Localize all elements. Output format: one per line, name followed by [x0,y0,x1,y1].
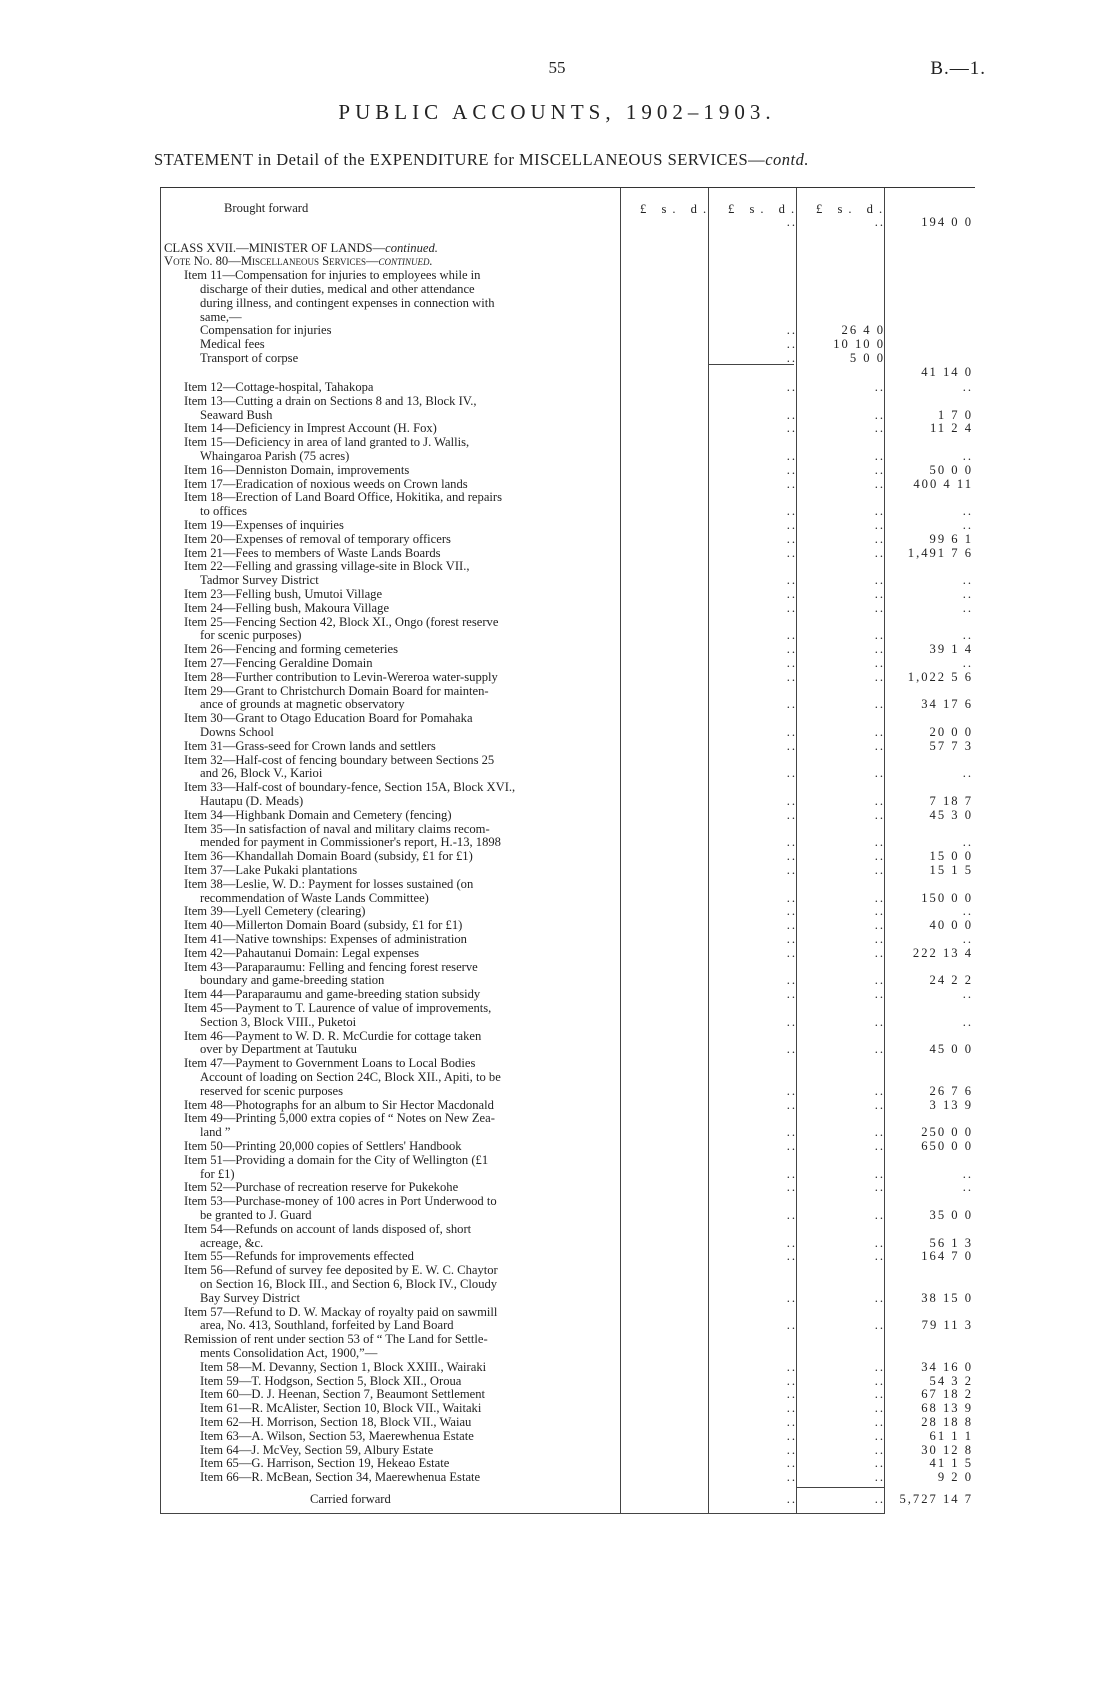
amount-c4: .. [786,973,797,988]
amount-c4: .. [786,1180,797,1195]
item-line: Item 44—Paraparaumu and game-breeding station subsidy [184,987,481,1002]
amount-c5: .. [874,1166,885,1181]
remission-item: Item 61—R. McAlister, Section 10, Block VII., Waitaki [200,1401,482,1416]
item-line: Item 36—Khandallah Domain Board (subsidy, £1 for £1) [184,849,473,864]
item-line: Tadmor Survey District [200,573,319,588]
amount-c6: 50 0 0 [929,462,973,477]
remission-item: Item 58—M. Devanny, Section 1, Block XXIII., Wairaki [200,1359,487,1374]
amount-c4: .. [786,669,797,684]
remission-item: Item 60—D. J. Heenan, Section 7, Beaumont Settlement [200,1387,486,1402]
item-line: Item 17—Eradication of noxious weeds on Crown lands [184,476,468,491]
item-line: reserved for scenic purposes [200,1083,344,1098]
column-header-1: £ s. d. [640,202,713,216]
amount-c4: .. [786,738,797,753]
amount-c6: 79 11 3 [921,1318,973,1333]
item-line: Downs School [200,724,274,739]
amount-c5: .. [874,448,885,463]
amount-c6: .. [962,1180,973,1195]
amount-c5: .. [874,421,885,436]
amount-c4: .. [786,1428,797,1443]
amount-c4: .. [786,337,797,352]
item-line: Item 53—Purchase-money of 100 acres in Port Underwood to [184,1194,497,1209]
item-line: Item 29—Grant to Christchurch Domain Board for mainten- [184,683,489,698]
amount-c5: .. [874,724,885,739]
amount-c4: .. [786,1290,797,1305]
amount-c4: .. [786,835,797,850]
amount-c6: 61 1 1 [929,1428,973,1443]
amount-c6: 30 12 8 [921,1442,973,1457]
amount-c5: .. [874,476,885,491]
amount-c6: 9 2 0 [937,1470,973,1485]
remission-item: Item 66—R. McBean, Section 34, Maerewhenua Estate [200,1470,481,1485]
amount-c5: .. [874,1180,885,1195]
amount-c5: .. [874,1456,885,1471]
amount-c5: .. [874,545,885,560]
item-11-line: Item 11—Compensation for injuries to employees while in [184,268,481,283]
amount-c5: .. [874,904,885,919]
amount-c4: .. [786,655,797,670]
amount-c5: .. [874,766,885,781]
item-11-line: during illness, and contingent expenses in connection with [200,295,495,310]
item-line: Item 38—Leslie, W. D.: Payment for losses sustained (on [184,876,474,891]
amount-c6: 15 1 5 [929,862,973,877]
amount-c5: .. [874,697,885,712]
amount-c6: .. [962,655,973,670]
amount-c6: 650 0 0 [921,1138,973,1153]
carried-forward-c5: .. [874,1492,885,1507]
remission-item: Item 63—A. Wilson, Section 53, Maerewhenua Estate [200,1428,474,1443]
item-line: Bay Survey District [200,1290,301,1305]
item-line: Item 30—Grant to Otago Education Board for Pomahaka [184,711,473,726]
amount-c5: 26 4 0 [841,323,885,338]
item-11-subitem: Compensation for injuries [200,323,332,338]
amount-c4: .. [786,890,797,905]
amount-c4: .. [786,1042,797,1057]
amount-c4: .. [786,1414,797,1429]
amount-c4: .. [786,987,797,1002]
item-line: boundary and game-breeding station [200,973,385,988]
amount-c4: .. [786,904,797,919]
amount-c6: 56 1 3 [929,1235,973,1250]
amount-c4: .. [786,793,797,808]
vote-heading-cont: continued. [378,254,433,269]
amount-c5: .. [874,1235,885,1250]
amount-c5: .. [874,918,885,933]
item-line: Item 35—In satisfaction of naval and military claims recom- [184,821,490,836]
amount-c4: .. [786,545,797,560]
amount-c4: .. [786,862,797,877]
amount-c4: .. [786,1138,797,1153]
amount-c6: 45 0 0 [929,1042,973,1057]
item-line: Item 46—Payment to W. D. R. McCurdie for cottage taken [184,1028,482,1043]
amount-c6: 35 0 0 [929,1207,973,1222]
amount-c6: .. [962,628,973,643]
amount-c4: .. [786,586,797,601]
amount-c4: .. [786,504,797,519]
item-line: Seaward Bush [200,407,273,422]
column-divider-1 [620,188,621,1514]
amount-c6: 7 18 7 [929,793,973,808]
item-line: recommendation of Waste Lands Committee) [200,890,429,905]
amount-c4: .. [786,1235,797,1250]
amount-c4: .. [786,945,797,960]
remission-heading: Remission of rent under section 53 of “ The Land for Settle- [184,1332,488,1347]
item-line: mended for payment in Commissioner's report, H.-13, 1898 [200,835,501,850]
amount-c4: .. [786,351,797,365]
amount-c4: .. [786,1373,797,1388]
amount-c6: 1,022 5 6 [907,669,973,684]
amount-c6: .. [962,517,973,532]
amount-c4: .. [786,517,797,532]
amount-c6: .. [962,766,973,781]
amount-c4: .. [786,1401,797,1416]
amount-c5: .. [874,655,885,670]
amount-c4: .. [786,1387,797,1402]
item-line: Item 45—Payment to T. Laurence of value of improvements, [184,1000,492,1015]
item-line: Item 51—Providing a domain for the City of Wellington (£1 [184,1152,489,1167]
item-line: Item 19—Expenses of inquiries [184,517,344,532]
amount-c4: .. [786,531,797,546]
amount-c5: .. [874,945,885,960]
amount-c4: .. [786,1442,797,1457]
amount-c6: 40 0 0 [929,918,973,933]
item-line: Item 21—Fees to members of Waste Lands Boards [184,545,441,560]
amount-c4: .. [786,476,797,491]
table-border-left [160,188,161,1514]
amount-c5: .. [874,973,885,988]
carried-forward-c4: .. [786,1492,797,1507]
column-header-3: £ s. d. [816,202,889,216]
amount-c5: .. [874,407,885,422]
item-line: Item 31—Grass-seed for Crown lands and settlers [184,738,436,753]
amount-c6: 250 0 0 [921,1125,973,1140]
item-line: Account of loading on Section 24C, Block XII., Apiti, to be [200,1069,501,1084]
item-line: Item 41—Native townships: Expenses of administration [184,931,467,946]
vote-heading-main: Vote No. 80—Miscellaneous Services— [164,254,379,269]
amount-c5: .. [874,1442,885,1457]
item-line: for scenic purposes) [200,628,302,643]
total-rule [796,1487,884,1488]
amount-c6: 39 1 4 [929,642,973,657]
amount-c5: .. [874,1207,885,1222]
amount-c4: .. [786,1456,797,1471]
amount-c5: .. [874,1290,885,1305]
item-line: Item 18—Erection of Land Board Office, Hokitika, and repairs [184,490,503,505]
item-line: Item 39—Lyell Cemetery (clearing) [184,904,366,919]
item-line: Item 43—Paraparaumu: Felling and fencing forest reserve [184,959,478,974]
amount-c5: .. [874,573,885,588]
amount-c4: .. [786,1359,797,1374]
amount-c6: 67 18 2 [921,1387,973,1402]
item-line: Item 12—Cottage-hospital, Tahakopa [184,379,374,394]
item-line: Item 54—Refunds on account of lands disposed of, short [184,1221,472,1236]
amount-c6: .. [962,573,973,588]
amount-c4: .. [786,766,797,781]
amount-c4: .. [786,918,797,933]
amount-c6: .. [962,931,973,946]
item-11-line: same,— [200,309,242,324]
item-line: Item 42—Pahautanui Domain: Legal expenses [184,945,420,960]
carried-forward-c6: 5,727 14 7 [899,1492,973,1507]
amount-c6: .. [962,586,973,601]
amount-c6: .. [962,600,973,615]
item-line: on Section 16, Block III., and Section 6, Block IV., Cloudy [200,1276,498,1291]
amount-c4: .. [786,807,797,822]
amount-c5: .. [874,931,885,946]
amount-c6: 26 7 6 [929,1083,973,1098]
item-line: over by Department at Tautuku [200,1042,357,1057]
item-11-subitem: Transport of corpse [200,351,299,365]
amount-c5: .. [874,1373,885,1388]
item-line: Item 57—Refund to D. W. Mackay of royalty paid on sawmill [184,1304,498,1319]
amount-c6: 68 13 9 [921,1401,973,1416]
amount-c6: 41 1 5 [929,1456,973,1471]
amount-c5: .. [874,1249,885,1264]
amount-c6: 20 0 0 [929,724,973,739]
item-line: be granted to J. Guard [200,1207,312,1222]
item-line: Item 24—Felling bush, Makoura Village [184,600,390,615]
item-line: Item 22—Felling and grassing village-site in Block VII., [184,559,470,574]
item-line: Hautapu (D. Meads) [200,793,304,808]
amount-c5: .. [874,1414,885,1429]
amount-c4: .. [786,573,797,588]
amount-c4: .. [786,407,797,422]
amount-c5: .. [874,669,885,684]
item-line: Item 25—Fencing Section 42, Block XI., Ongo (forest reserve [184,614,499,629]
amount-c5: .. [874,849,885,864]
amount-c4: .. [786,1207,797,1222]
item-line: area, No. 413, Southland, forfeited by Land Board [200,1318,454,1333]
amount-c5: .. [874,462,885,477]
item-line: Item 55—Refunds for improvements effected [184,1249,414,1264]
item-line: Item 50—Printing 20,000 copies of Settlers' Handbook [184,1138,462,1153]
amount-c6: 57 7 3 [929,738,973,753]
statement-heading [154,150,809,170]
amount-c6: .. [962,379,973,394]
amount-c6: 222 13 4 [912,945,973,960]
item-line: for £1) [200,1166,235,1181]
amount-c5: .. [874,1359,885,1374]
brought-forward-c4: .. [786,214,797,229]
amount-c5: .. [874,1401,885,1416]
amount-c6: .. [962,504,973,519]
amount-c5: .. [874,628,885,643]
item-line: Item 34—Highbank Domain and Cemetery (fencing) [184,807,452,822]
class-heading-cont: continued. [385,240,438,255]
amount-c5: .. [874,1318,885,1333]
carried-forward-label: Carried forward [310,1492,391,1507]
amount-c6: 38 15 0 [921,1290,973,1305]
item-line: Item 13—Cutting a drain on Sections 8 and 13, Block IV., [184,393,477,408]
amount-c5: .. [874,586,885,601]
item-line: Item 49—Printing 5,000 extra copies of “ Notes on New Zea- [184,1111,495,1126]
item-line: Item 32—Half-cost of fencing boundary between Sections 25 [184,752,495,767]
item-line: Whaingaroa Parish (75 acres) [200,448,350,463]
amount-c5: .. [874,862,885,877]
amount-c6: 164 7 0 [921,1249,973,1264]
amount-c4: .. [786,448,797,463]
amount-c4: .. [786,931,797,946]
subtotal-rule [708,364,794,365]
series-code: B.—1. [930,58,986,79]
amount-c4: .. [786,421,797,436]
amount-c5: .. [874,987,885,1002]
amount-c4: .. [786,1083,797,1098]
amount-c4: .. [786,1166,797,1181]
amount-c6: 99 6 1 [929,531,973,546]
item-line: Item 16—Denniston Domain, improvements [184,462,410,477]
amount-c4: .. [786,628,797,643]
amount-c6: 400 4 11 [913,476,973,491]
item-line: Item 20—Expenses of removal of temporary officers [184,531,451,546]
amount-c4: .. [786,323,797,338]
amount-c6: 3 13 9 [929,1097,973,1112]
expenditure-table [160,187,975,1514]
amount-c4: .. [786,1097,797,1112]
item-line: Item 27—Fencing Geraldine Domain [184,655,373,670]
class-heading-main: CLASS XVII.—MINISTER OF LANDS— [164,240,386,255]
item-line: Item 48—Photographs for an album to Sir Hector Macdonald [184,1097,494,1112]
item-line: Item 56—Refund of survey fee deposited by E. W. C. Chaytor [184,1263,498,1278]
item-line: Item 15—Deficiency in area of land granted to J. Wallis, [184,435,470,450]
amount-c4: .. [786,697,797,712]
amount-c4: .. [786,1014,797,1029]
vote-heading [164,255,433,268]
amount-c6: 34 16 0 [921,1359,973,1374]
amount-c6: 11 2 4 [929,421,973,436]
item-line: Item 28—Further contribution to Levin-Wereroa water-supply [184,669,498,684]
column-divider-2 [708,188,709,1514]
item-11-subitem: Medical fees [200,337,265,352]
amount-c5: .. [874,531,885,546]
amount-c5: .. [874,600,885,615]
amount-c6: .. [962,448,973,463]
amount-c6: .. [962,904,973,919]
amount-c5: .. [874,807,885,822]
item-line: Item 47—Payment to Government Loans to Local Bodies [184,1056,476,1071]
amount-c5: .. [874,504,885,519]
amount-c5: .. [874,835,885,850]
brought-forward-c5: .. [874,214,885,229]
remission-heading: ments Consolidation Act, 1900,”— [200,1345,378,1360]
amount-c5: .. [874,379,885,394]
amount-c5: .. [874,1083,885,1098]
amount-c6: .. [962,835,973,850]
column-header-2: £ s. d. [728,202,801,216]
amount-c6: 54 3 2 [929,1373,973,1388]
amount-c5: .. [874,793,885,808]
amount-c5: .. [874,1042,885,1057]
amount-c5: .. [874,738,885,753]
item-line: Item 40—Millerton Domain Board (subsidy, £1 for £1) [184,918,463,933]
item-line: Item 26—Fencing and forming cemeteries [184,642,399,657]
item-line: acreage, &c. [200,1235,264,1250]
item-line: to offices [200,504,247,519]
amount-c4: .. [786,462,797,477]
page-number: 55 [548,58,566,77]
amount-c4: .. [786,1470,797,1485]
amount-c6: 24 2 2 [929,973,973,988]
page-title: PUBLIC ACCOUNTS, 1902–1903. [338,100,776,124]
item-line: and 26, Block V., Karioi [200,766,323,781]
amount-c4: .. [786,849,797,864]
amount-c5: 5 0 0 [849,351,885,365]
amount-c4: .. [786,1249,797,1264]
table-bottom-rule [160,1513,884,1514]
remission-item: Item 65—G. Harrison, Section 19, Hekeao Estate [200,1456,450,1471]
item-line: ance of grounds at magnetic observatory [200,697,405,712]
amount-c5: .. [874,1387,885,1402]
amount-c5: .. [874,1470,885,1485]
amount-c6: 45 3 0 [929,807,973,822]
item-11-total: 41 14 0 [921,364,973,379]
amount-c5: .. [874,890,885,905]
amount-c5: .. [874,1428,885,1443]
amount-c5: .. [874,1125,885,1140]
amount-c5: .. [874,642,885,657]
item-line: Item 14—Deficiency in Imprest Account (H. Fox) [184,421,437,436]
amount-c5: .. [874,517,885,532]
item-line: Item 37—Lake Pukaki plantations [184,862,358,877]
amount-c6: .. [962,1166,973,1181]
amount-c6: 1,491 7 6 [907,545,973,560]
item-11-line: discharge of their duties, medical and other attendance [200,282,475,296]
amount-c5: .. [874,1097,885,1112]
amount-c5: .. [874,1014,885,1029]
brought-forward-label: Brought forward [224,201,309,215]
amount-c6: .. [962,987,973,1002]
amount-c4: .. [786,1318,797,1333]
amount-c4: .. [786,642,797,657]
amount-c4: .. [786,600,797,615]
remission-item: Item 59—T. Hodgson, Section 5, Block XII., Oroua [200,1373,462,1388]
item-line: Item 23—Felling bush, Umutoi Village [184,586,383,601]
amount-c4: .. [786,379,797,394]
amount-c4: .. [786,724,797,739]
amount-c6: 15 0 0 [929,849,973,864]
item-line: Item 52—Purchase of recreation reserve for Pukekohe [184,1180,459,1195]
class-heading [164,242,438,255]
amount-c6: .. [962,1014,973,1029]
amount-c6: 34 17 6 [921,697,973,712]
amount-c6: 28 18 8 [921,1414,973,1429]
statement-contd: contd. [765,150,809,169]
amount-c4: .. [786,1125,797,1140]
brought-forward-c6: 194 0 0 [921,214,973,229]
statement-prefix: STATEMENT in Detail of the EXPENDITURE for MISCELLANEOUS SERVICES— [154,150,766,169]
remission-item: Item 64—J. McVey, Section 59, Albury Estate [200,1442,434,1457]
remission-item: Item 62—H. Morrison, Section 18, Block VII., Waiau [200,1414,472,1429]
item-line: Section 3, Block VIII., Puketoi [200,1014,357,1029]
amount-c5: .. [874,1138,885,1153]
amount-c6: 1 7 0 [937,407,973,422]
item-line: land ” [200,1125,231,1140]
amount-c6: 150 0 0 [921,890,973,905]
item-line: Item 33—Half-cost of boundary-fence, Section 15A, Block XVI., [184,780,516,795]
amount-c5: 10 10 0 [833,337,885,352]
